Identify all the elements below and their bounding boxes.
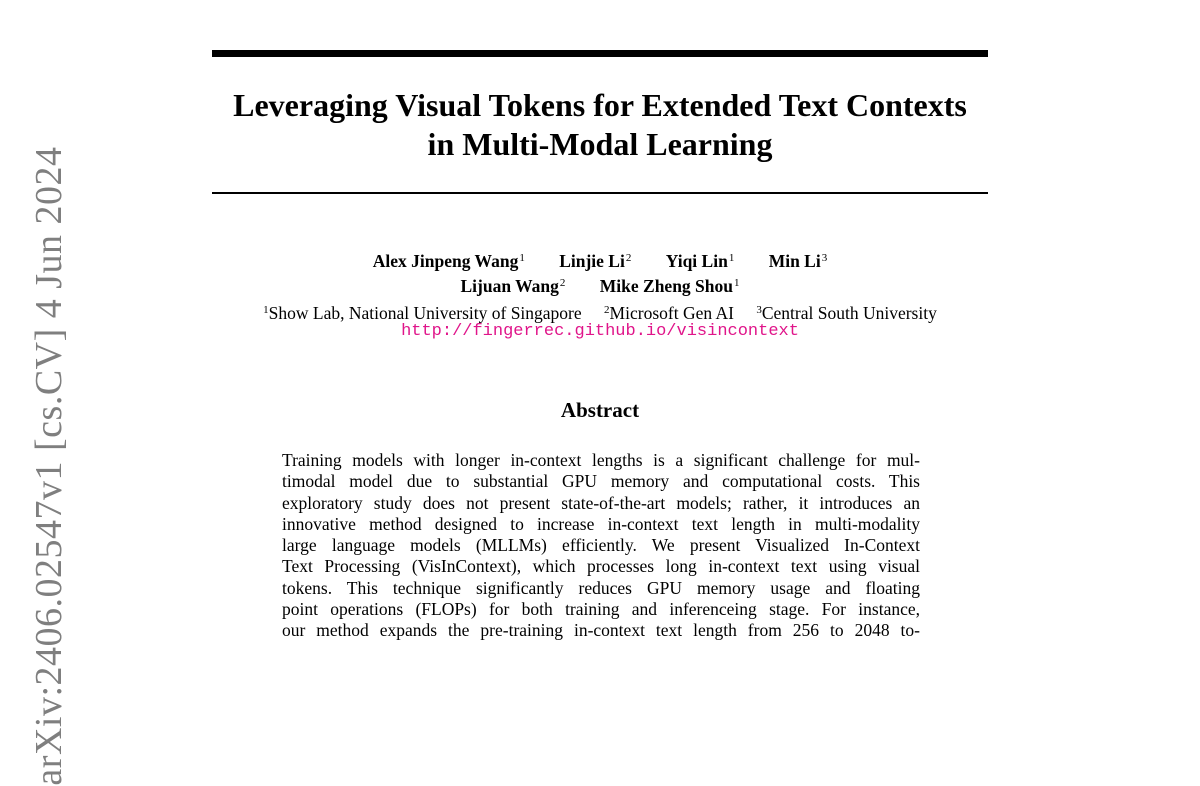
abstract-heading: Abstract — [560, 398, 640, 422]
affiliation: $^1$Show Lab, National University of Singapore — [263, 303, 582, 323]
author-name: Linjie Li$^2$ — [559, 251, 632, 271]
paper-title — [212, 86, 988, 164]
affiliation: $^3$Central South University — [756, 303, 937, 323]
affiliation: $^2$Microsoft Gen AI — [604, 303, 734, 323]
author-name: Alex Jinpeng Wang$^1$ — [372, 251, 525, 271]
project-url-link[interactable]: http://fingerrec.github.io/visincontext — [401, 322, 799, 341]
abstract-body — [282, 450, 920, 642]
title-bottom-rule — [212, 192, 988, 194]
title-top-rule — [212, 50, 988, 57]
abstract-line: tokens. This technique significantly reduces GPU memory usage and floating — [282, 577, 920, 598]
title-line-2: in Multi-Modal Learning — [427, 126, 773, 162]
author-name: Mike Zheng Shou$^1$ — [599, 276, 740, 296]
abstract-line: Training models with longer in-context lengths is a significant challenge for mul- — [282, 450, 920, 470]
abstract-line: exploratory study does not present state-of-the-art models; rather, it introduces an — [282, 492, 920, 513]
author-list — [212, 247, 988, 297]
affiliation-list — [212, 299, 988, 324]
author-name: Min Li$^3$ — [768, 251, 828, 271]
author-row-1 — [212, 247, 988, 272]
author-name: Yiqi Lin$^1$ — [665, 251, 735, 271]
abstract-line: timodal model due to substantial GPU memory and computational costs. This — [282, 471, 920, 492]
abstract-line: large language models (MLLMs) efficiently. We present Visualized In-Context — [282, 535, 920, 556]
abstract-line: innovative method designed to increase in-context text length in multi-modality — [282, 513, 920, 534]
abstract-line: point operations (FLOPs) for both training and inferenceing stage. For instance, — [282, 599, 920, 620]
author-name: Lijuan Wang$^2$ — [460, 276, 566, 296]
abstract-line: Text Processing (VisInContext), which processes long in-context text using visual — [282, 556, 920, 577]
title-line-1: Leveraging Visual Tokens for Extended Text Contexts — [233, 87, 967, 123]
abstract-line: our method expands the pre-training in-context text length from 256 to 2048 to- — [282, 620, 920, 641]
arxiv-watermark: arXiv:2406.02547v1 [cs.CV] 4 Jun 2024 — [28, 146, 70, 786]
author-row-2 — [212, 272, 988, 297]
